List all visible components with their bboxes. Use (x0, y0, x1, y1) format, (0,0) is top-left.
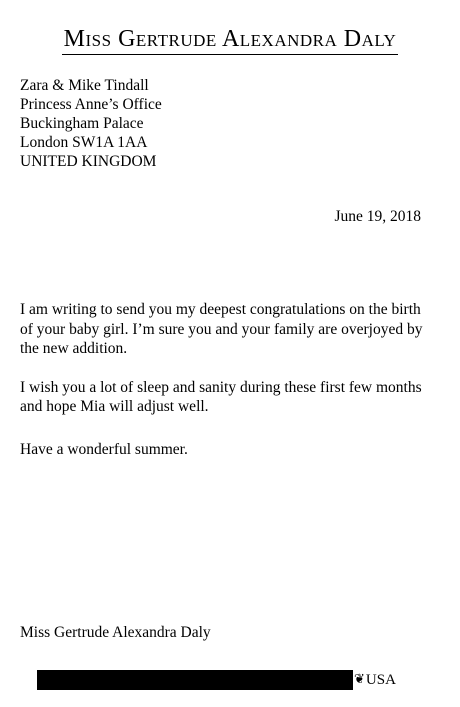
recipient-address (20, 76, 162, 171)
letter-body (20, 300, 430, 459)
footer-country: USA (365, 672, 396, 688)
redaction-bar (37, 670, 353, 690)
letterhead (0, 26, 460, 55)
signature: Miss Gertrude Alexandra Daly (20, 624, 211, 641)
floral-heart-icon: ❦ (354, 672, 365, 687)
body-paragraph: Have a wonderful summer. (20, 440, 188, 458)
body-paragraph: I wish you a lot of sleep and sanity during these first few months and hope Mia will adjust well. (20, 378, 422, 415)
return-address-footer (37, 670, 396, 690)
letter-date: June 19, 2018 (334, 208, 421, 225)
address-line: London SW1A 1AA (20, 134, 148, 151)
address-line: Zara & Mike Tindall (20, 77, 149, 94)
body-paragraph: I am writing to send you my deepest congratulations on the birth of your baby girl. I’m sure you and your family are overjoyed by the new addition. (20, 301, 423, 357)
sender-name-heading: Miss Gertrude Alexandra Daly (62, 26, 399, 55)
address-line: UNITED KINGDOM (20, 153, 157, 170)
address-line: Buckingham Palace (20, 115, 144, 132)
address-line: Princess Anne’s Office (20, 96, 162, 113)
